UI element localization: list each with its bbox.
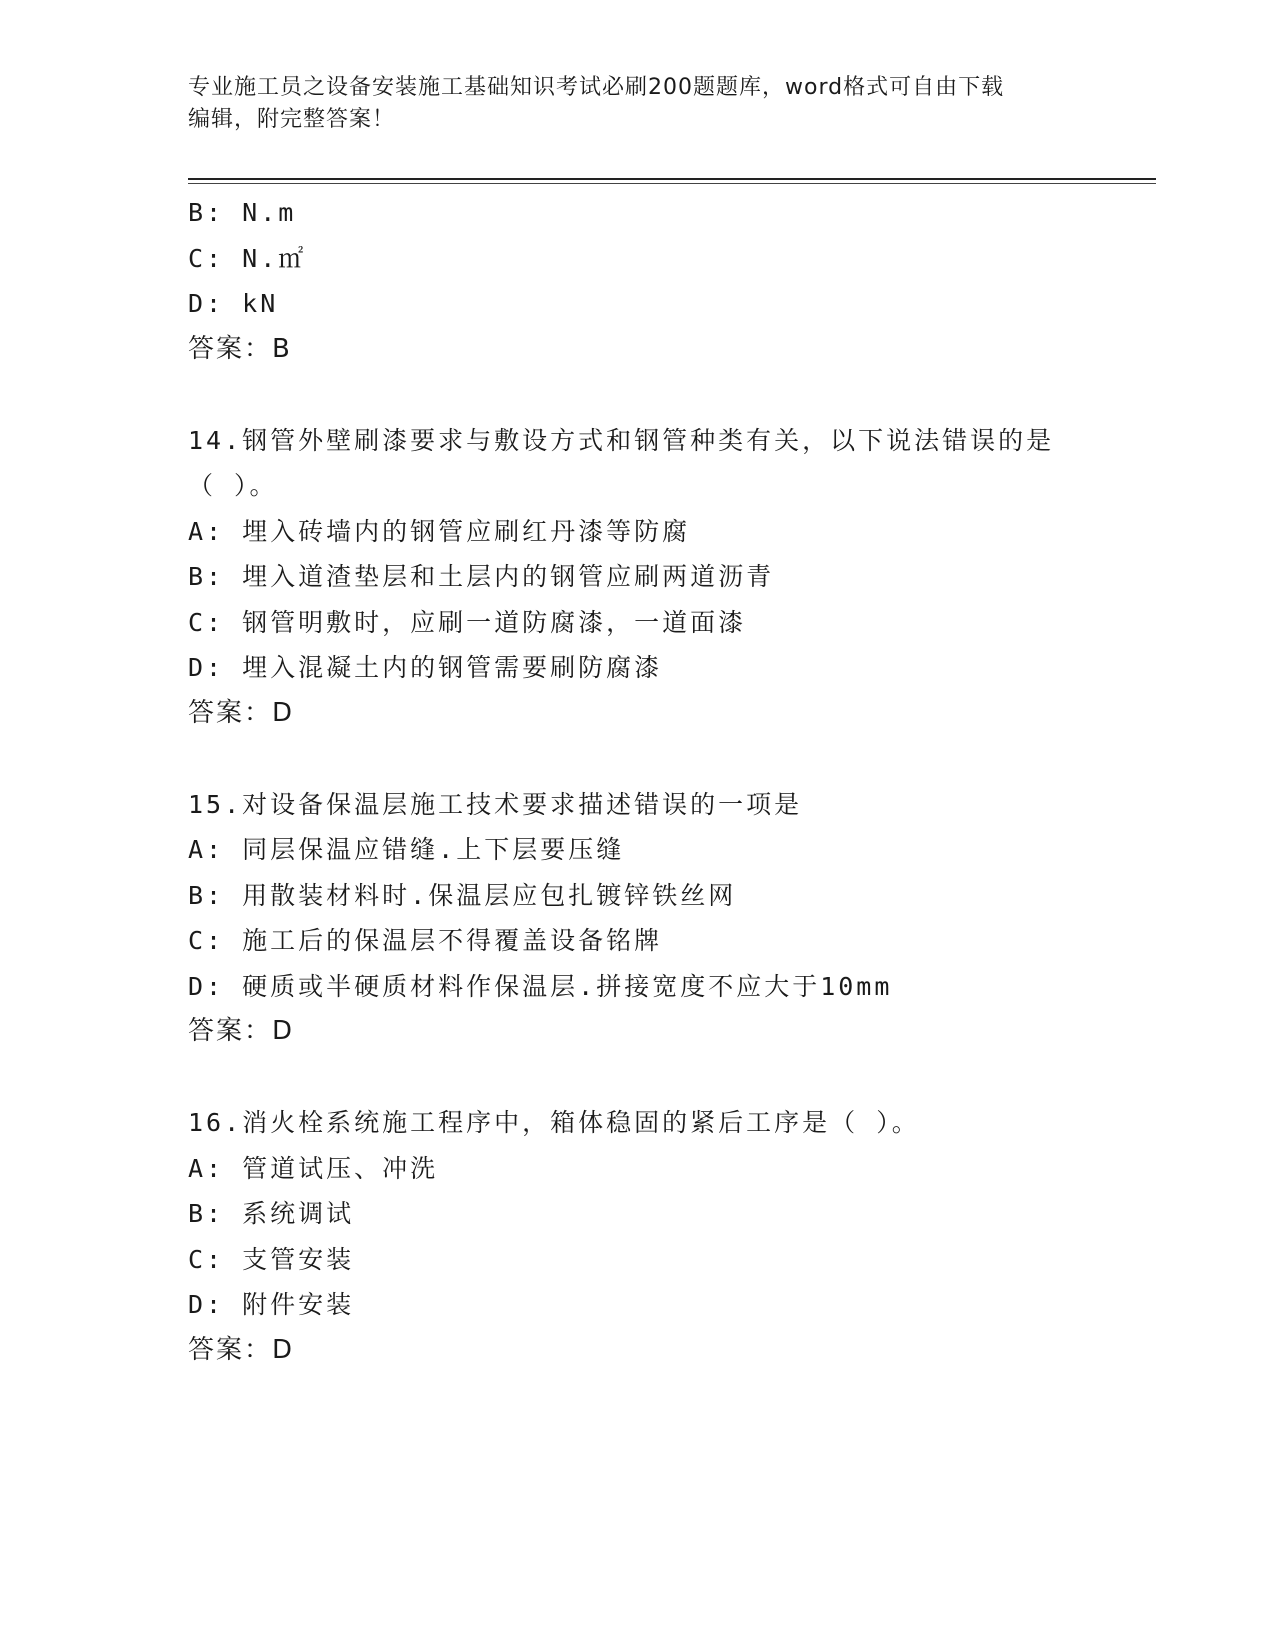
document-header <box>188 72 1088 136</box>
spacer <box>188 372 1088 418</box>
question-14 <box>188 418 1088 737</box>
option-b: B: 系统调试 <box>188 1199 355 1228</box>
question-stem-cont: （ ）。 <box>188 471 278 500</box>
option-b: B: 埋入道渣垫层和土层内的钢管应刷两道沥青 <box>188 562 775 591</box>
option-d: D: kN <box>188 289 279 318</box>
option-a: A: 埋入砖墙内的钢管应刷红丹漆等防腐 <box>188 516 691 546</box>
answer-line: 答案：D <box>188 1334 295 1365</box>
question-15 <box>188 782 1088 1055</box>
spacer <box>188 1055 1088 1101</box>
header-line-2: 编辑，附完整答案！ <box>188 107 396 132</box>
option-d: D: 硬质或半硬质材料作保温层.拼接宽度不应大于10mm <box>188 971 893 1001</box>
question-content <box>188 190 1088 1373</box>
question-16 <box>188 1100 1088 1373</box>
question-stem: 15.对设备保温层施工技术要求描述错误的一项是 <box>188 789 803 819</box>
option-d: D: 埋入混凝土内的钢管需要刷防腐漆 <box>188 653 663 682</box>
answer-line: 答案：D <box>188 697 295 728</box>
option-c: C: N.㎡ <box>188 243 307 273</box>
answer-line: 答案：D <box>188 1016 295 1046</box>
option-c: C: 施工后的保温层不得覆盖设备铭牌 <box>188 926 663 955</box>
option-a: A: 同层保温应错缝.上下层要压缝 <box>188 835 625 864</box>
spacer <box>188 736 1088 782</box>
option-c: C: 支管安装 <box>188 1244 355 1274</box>
prev-question-block <box>188 190 1088 372</box>
answer-line: 答案：B <box>188 333 292 364</box>
option-a: A: 管道试压、冲洗 <box>188 1153 439 1183</box>
option-c: C: 钢管明敷时，应刷一道防腐漆，一道面漆 <box>188 607 747 637</box>
question-stem: 14.钢管外壁刷漆要求与敷设方式和钢管种类有关，以下说法错误的是 <box>188 425 1055 455</box>
header-line-1: 专业施工员之设备安装施工基础知识考试必刷200题题库，word格式可自由下载 <box>188 75 1005 100</box>
option-b: B: 用散装材料时.保温层应包扎镀锌铁丝网 <box>188 880 737 910</box>
question-stem: 16.消火栓系统施工程序中，箱体稳固的紧后工序是（ ）。 <box>188 1108 920 1137</box>
header-divider-thin <box>188 183 1156 184</box>
option-d: D: 附件安装 <box>188 1290 355 1319</box>
option-b: B: N.m <box>188 198 297 227</box>
header-divider-thick <box>188 178 1156 180</box>
